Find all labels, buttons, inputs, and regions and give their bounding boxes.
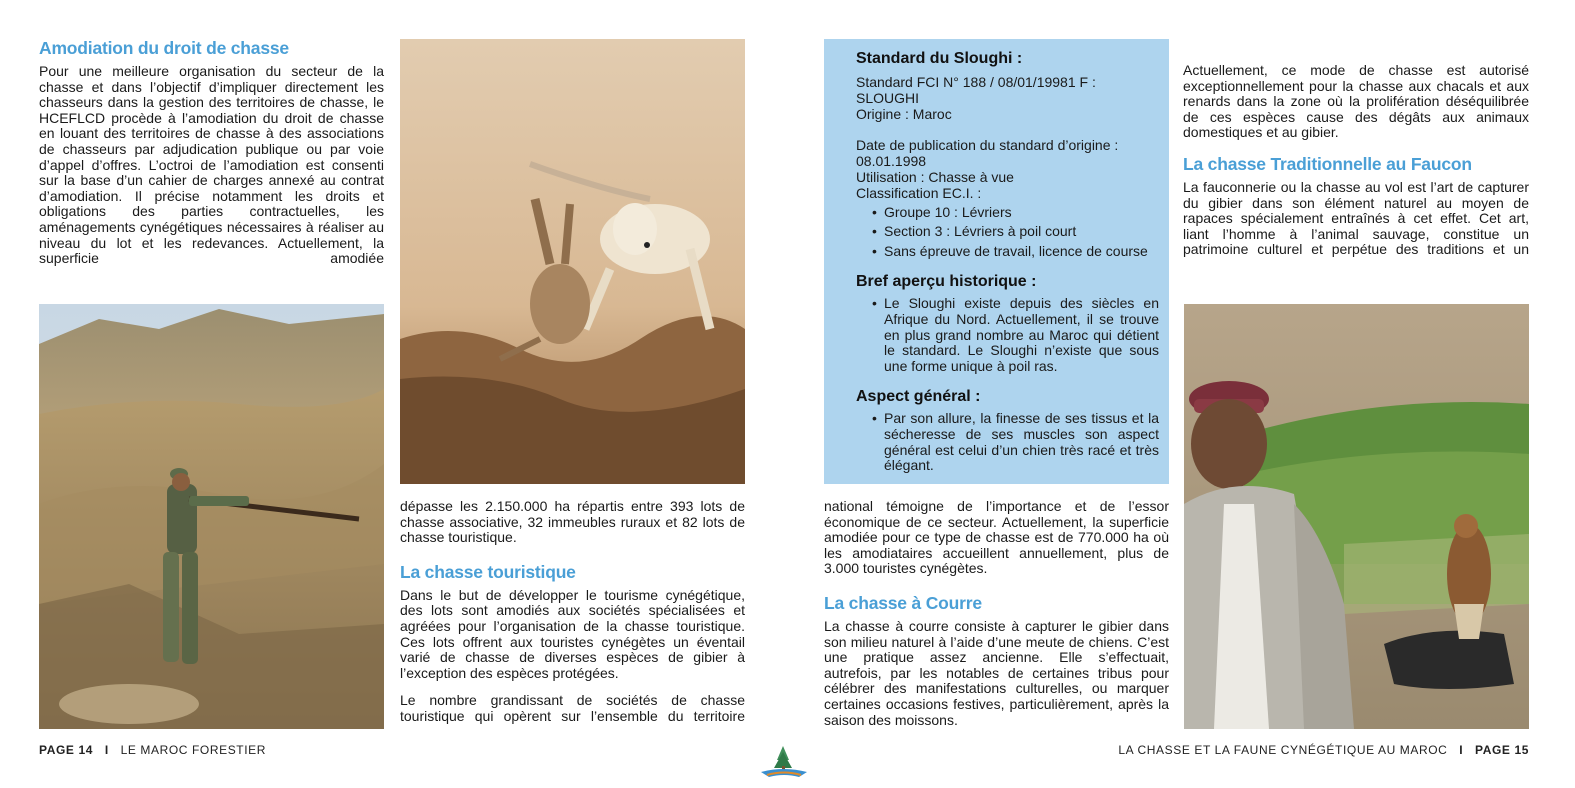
left-column-1 xyxy=(39,37,384,267)
aspect-item: • Par son allure, la finesse de ses tissus et la sécheresse de ses muscles son aspect général est celui d’un chien très racé et très élégant. xyxy=(872,411,1159,474)
sloughi-pub-line: Date de publication du standard d’origine : xyxy=(856,137,1119,154)
heading-courre: La chasse à Courre xyxy=(824,592,982,613)
para-touristique-3: national témoigne de l’importance et de l’essor économique de ce secteur. Actuellement, la superficie amodiée pour ce type de chasse est de 770.000 ha où les amodiataires accueillent annuellement, plus de 3.000 touristes cynégètes. xyxy=(824,498,1169,577)
class-item: • Sans épreuve de travail, licence de course xyxy=(872,244,1159,260)
sloughi-origin-line: Origine : Maroc xyxy=(856,105,952,122)
logo-icon xyxy=(759,744,809,780)
para-touristique-2: Le nombre grandissant de sociétés de chasse touristique qui opèrent sur l’ensemble du territoire xyxy=(400,692,745,724)
history-title: Bref aperçu historique : xyxy=(856,272,1037,290)
para-courre: La chasse à courre consiste à capturer le gibier dans son milieu naturel à l’aide d’une meute de chiens. C’est une pratique assez ancienne. Elle s’effectuait, autrefois, par les notables de certaines tribus pour célébrer des manifestations culturelles, ou marquer certaines occasions festives, particulièrement, après la saison des moissons. xyxy=(824,617,1169,728)
heading-faucon: La chasse Traditionnelle au Faucon xyxy=(1183,153,1472,174)
history-item: • Le Sloughi existe depuis des siècles en Afrique du Nord. Actuellement, il se trouve en plus grand nombre au Maroc qui détient le standard. Le Sloughi n’existe que sous une forme unique à poil ras. xyxy=(872,296,1159,375)
footer-title-left: LE MAROC FORESTIER xyxy=(120,743,267,757)
footer-left xyxy=(39,743,266,757)
hunter-photo xyxy=(39,304,384,729)
history-list xyxy=(872,296,1159,375)
footer-right xyxy=(1118,743,1529,757)
footer-title-right: LA CHASSE ET LA FAUNE CYNÉGÉTIQUE AU MAROC xyxy=(1118,743,1448,757)
class-item: • Groupe 10 : Lévriers xyxy=(872,205,1159,221)
para-faucon: La fauconnerie ou la chasse au vol est l’art de capturer du gibier dans son élément naturel au moyen de rapaces spécialement entraînés à cet effet. Cet art, liant l’homme à l’animal sauvage, constitue un patrimoine culturel et perpétue des traditions et un xyxy=(1183,178,1529,258)
footer-separator: I xyxy=(104,743,109,757)
para-faucon-intro: Actuellement, ce mode de chasse est autorisé exceptionnellement pour la chasse aux chacals et aux renards dans la zone où la prolifération déséquilibrée de ces espèces cause des dégâts aux animaux domestiques et au gibier. xyxy=(1183,62,1529,141)
para-amodiation: Pour une meilleure organisation du secteur de la chasse et dans l’objectif d’impliquer directement les chasseurs dans la gestion des territoires de chasse, le HCEFLCD procède à l’amodiation du droit de chasse en louant des territoires de chasse à des associations de chasseurs par adjudication publique ou par voie d’appel d’offres. L’octroi de l’amodiation est consenti sur la base d’un cahier de charges annexé au contrat d’amodiation. Il précise notamment les droits et obligations des parties contractuelles, les aménagements cynégétiques nécessaires à réaliser au niveau du lot et les redevances. Actuellement, la superficie amodiée xyxy=(39,63,384,267)
footer-page-15: PAGE 15 xyxy=(1475,743,1529,757)
class-item: • Section 3 : Lévriers à poil court xyxy=(872,224,1159,240)
falconer-photo xyxy=(1184,304,1529,729)
sloughi-title: Standard du Sloughi : xyxy=(856,50,1023,67)
right-column-1 xyxy=(824,499,1169,728)
footer-separator: I xyxy=(1459,743,1464,757)
sloughi-standard-line: Standard FCI N° 188 / 08/01/19981 F : xyxy=(856,74,1096,90)
heading-touristique: La chasse touristique xyxy=(400,561,576,582)
sloughi-name-line: SLOUGHI xyxy=(856,89,920,106)
aspect-title: Aspect général : xyxy=(856,387,981,405)
sloughi-class-line: Classification EC.I. : xyxy=(856,184,982,201)
right-column-2 xyxy=(1183,63,1529,258)
heading-amodiation: Amodiation du droit de chasse xyxy=(39,38,289,58)
left-column-2 xyxy=(400,499,745,725)
para-amodiation-cont: dépasse les 2.150.000 ha répartis entre 393 lots de chasse associative, 32 immeubles ruraux et 82 lots de chasse touristique. xyxy=(400,498,745,546)
sloughi-standard-box xyxy=(824,39,1169,484)
sloughi-class-list xyxy=(872,205,1159,260)
aspect-list xyxy=(872,411,1159,474)
sloughi-pub-date: 08.01.1998 xyxy=(856,153,927,170)
footer-page-14: PAGE 14 xyxy=(39,743,93,757)
sloughi-use-line: Utilisation : Chasse à vue xyxy=(856,168,1014,185)
para-touristique-1: Dans le but de développer le tourisme cynégétique, des lots sont amodiés aux sociétés spécialisées et agréées pour l’organisation de la chasse touristique. Ces lots offrent aux touristes cynégètes un éventail varié de chasse de diverses espèces de gibier à l’exception des espèces protégées. xyxy=(400,586,745,681)
sloughi-photo xyxy=(400,39,745,484)
